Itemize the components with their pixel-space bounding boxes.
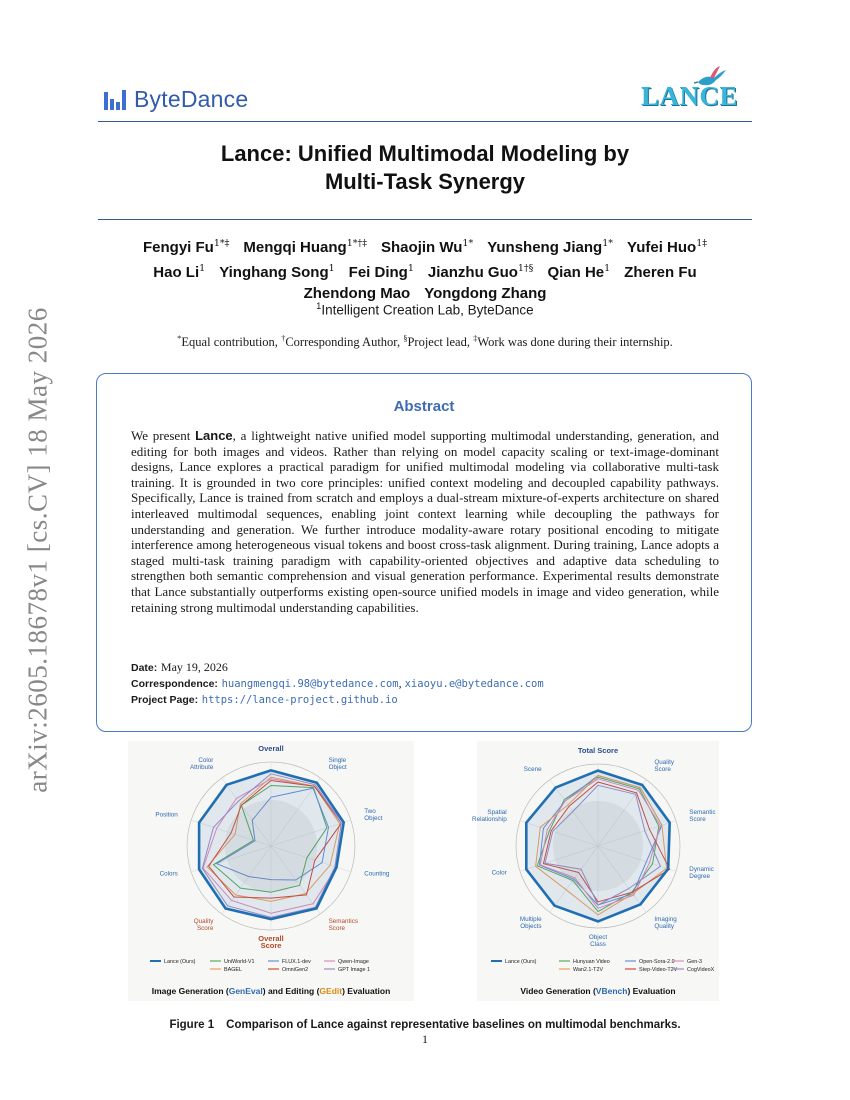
author-name: Qian He$^1$ [547,263,611,281]
radar-inner-shade [225,800,317,892]
radar-axis-label: Dynamic Degree [689,866,714,881]
legend-item [673,967,715,973]
author-affiliation-marks: 1 [604,263,611,274]
image-generation-radar-chart [128,741,414,981]
note-mark: * [177,333,182,343]
author-affiliation-marks: 1* [602,238,614,249]
project-page-link[interactable]: https://lance-project.github.io [201,694,398,706]
radar-axis-label: Color [491,869,507,877]
legend-label: FLUX.1-dev [282,959,311,965]
author-list [98,233,752,304]
affiliation [98,301,752,318]
project-page-line [131,692,398,706]
radar-axis-label: Counting [364,870,390,878]
radar-axis-label: Quality Score [193,917,214,932]
author-affiliation-marks: 1‡ [696,238,707,249]
legend-label: OmniGen2 [282,967,309,973]
note-text: Corresponding Author, [285,335,404,350]
legend-item [268,967,308,973]
geneval-highlight: GenEval [228,986,263,996]
author-name: Mengqi Huang$^{1*\dagger\ddagger}$ [243,238,368,256]
lance-logo [636,70,738,116]
author-name: Shaojin $Wu^{1*}$ [381,238,474,256]
video-generation-radar-chart [472,741,719,981]
abstract-body: , a lightweight native unified model supporting multimodal understanding, generation, and editing for both images and videos. Rather than relying on model capacity scaling or text-image-dominant designs, Lance explores a practical paradigm for unified multimodal modeling via collaborative multi-task training. It is grounded in two core principles: unified context modeling and decoupled capability pathways. Specifically, Lance is trained from scratch and employs a dual-stream mixture-of-experts architecture on shared interleaved multimodal sequences, enabling joint context learning while decoupling the pathways for understanding and generation. We further introduce modality-aware rotary positional encoding to mitigate interference among heterogeneous visual tokens and boost cross-task alignment. During training, Lance adopts a staged multi-task training paradigm with capability-oriented objectives and adaptive data scheduling to strengthen both semantic comprehension and visual generation performance. Experimental results demonstrate that Lance substantially outperforms existing open-source unified models in image and video generation, while retaining strong multimodal understanding capabilities. [131,428,719,615]
correspondence-label: Correspondence: [131,678,218,690]
title-line: Lance: Unified Multimodal Modeling by [220,141,630,166]
author-name: Yongdong Zhang [424,285,547,302]
radar-axis-label: Imaging Quality [654,916,677,931]
note-mark: § [403,333,408,343]
model-name: Lance [195,428,233,443]
radar-axis-label: Overall Score [258,934,284,950]
radar-axis-label: Spatial Relationship [472,808,507,823]
author-name: Yufei Huo$^{1\ddagger}$ [627,238,707,256]
legend-label: UniWorld-V1 [224,959,255,965]
abstract-heading: Abstract [393,398,455,415]
author-affiliation-marks: 1* [462,238,474,249]
radar-axis-label: Scene [523,765,542,773]
radar-axis-label: Multiple Objects [519,916,542,931]
date-value: May 19, 2026 [160,660,228,674]
author-affiliation-marks: 1*‡ [213,238,230,249]
legend-item [559,967,603,973]
author-name: Hao Li$^1$ [153,263,206,281]
note-mark: † [281,333,286,343]
legend-label: CogVideoX [687,967,715,973]
legend-item [625,959,675,965]
video-generation-radar-panel [472,741,719,1001]
page-number: 1 [422,1032,428,1046]
radar-axis-label: Single Object [328,757,347,772]
figure-caption [98,1019,752,1031]
email-link[interactable]: xiaoyu.e@bytedance.com [404,678,544,690]
abstract-lead: We present [131,428,196,443]
radar-axis-label: Color Attribute [189,757,214,772]
radar-axis-label: Total Score [577,746,619,755]
legend-item [625,967,678,973]
author-name: Fei Ding$^1$ [348,263,414,281]
author-affiliation-marks: 1 [199,263,206,274]
radar-inner-shade [553,801,643,891]
header-logos [98,72,752,120]
note-text: Project lead, [407,335,474,350]
legend-label: Open-Sora-2.0 [639,959,675,965]
author-name: Yunsheng Jiang$^{1*}$ [487,238,614,256]
legend-label: Gen-3 [687,959,702,965]
abstract-box [96,373,752,732]
legend-label: Qwen-Image [338,959,369,965]
figure-number: Figure 1 [169,1019,215,1031]
legend-label: Step-Video-T2V [639,967,678,973]
author-name: Zhendong Mao [303,285,411,302]
paper-title [98,140,752,196]
radar-axis-label: Semantic Score [689,808,716,823]
abstract-text [131,428,719,615]
bytedance-logo [104,86,248,113]
note-text: Equal contribution, [181,335,282,350]
legend-label: Lance (Ours) [505,959,537,965]
header-divider [98,121,752,122]
correspondence-line: Correspondence: huangmengqi.98@bytedance.com, xiaoyu.e@bytedance.com [131,676,544,690]
author-name: Yinghang Song$^1$ [219,263,335,281]
legend-label: Lance (Ours) [164,959,196,965]
figure-caption-text: Comparison of Lance against representative baselines on multimodal benchmarks. [226,1019,681,1031]
note-text: Work was done during their internship. [477,335,673,350]
arxiv-identifier-text: arXiv:2605.18678v1 [cs.CV] 18 May 2026 [22,307,53,793]
date-line [131,660,228,675]
affiliation-text: Intelligent Creation Lab, ByteDance [321,302,534,318]
radar-axis-label: Position [155,811,178,819]
radar-axis-label: Colors [159,870,178,878]
legend-item [210,967,242,973]
legend-label: Wan2.1-T2V [573,967,604,973]
affiliation-mark: 1 [316,301,322,311]
note-mark: ‡ [473,333,478,343]
author-affiliation-marks: 1 [407,263,414,274]
legend-item [210,959,254,965]
brand-name: ByteDance [134,86,249,112]
author-name: Fengyi $Fu^{1*\ddagger}$ [143,238,230,256]
email-link[interactable]: huangmengqi.98@bytedance.com [221,678,399,690]
legend-item [491,959,537,965]
author-affiliation-marks: 1 [328,263,335,274]
radar-axis-label: Quality Score [654,758,675,773]
radar-axis-label: Overall [258,744,284,753]
image-generation-radar-panel [128,741,414,1001]
legend-label: BAGEL [224,967,242,973]
author-name: Jianzhu Guo$^{1\dagger\S}$ [427,263,534,281]
legend-item [268,959,311,965]
lance-logo-text: LANCE [640,81,738,111]
author-affiliation-marks: 1*†‡ [346,238,368,249]
legend-item [673,959,702,965]
author-notes [98,333,752,350]
legend-item [150,959,196,965]
radar-axis-label: Semantics Score [328,917,359,932]
title-divider [98,219,752,220]
legend-item [559,959,610,965]
radar-axis-label: Two Object [364,808,383,823]
bytedance-bars-icon [104,90,126,110]
vbench-highlight: VBench [595,986,628,996]
date-label: Date: [131,662,158,674]
legend-item [324,959,369,965]
gedit-highlight: GEdit [319,986,343,996]
panel-caption: Video Generation (VBench) Evaluation [520,986,676,996]
author-affiliation-marks: 1†§ [517,263,534,274]
radar-axis-label: Object Class [588,934,608,948]
title-line: Multi-Task Synergy [324,169,526,194]
legend-item [324,967,370,973]
legend-label: Hunyuan Video [573,959,610,965]
author-name: Zheren Fu [624,264,697,281]
project-page-label: Project Page: [131,694,199,706]
panel-caption: Image Generation (GenEval) and Editing (GEdit) Evaluation [151,986,391,996]
arxiv-identifier-stamp [18,300,58,800]
legend-label: GPT Image 1 [338,967,370,973]
